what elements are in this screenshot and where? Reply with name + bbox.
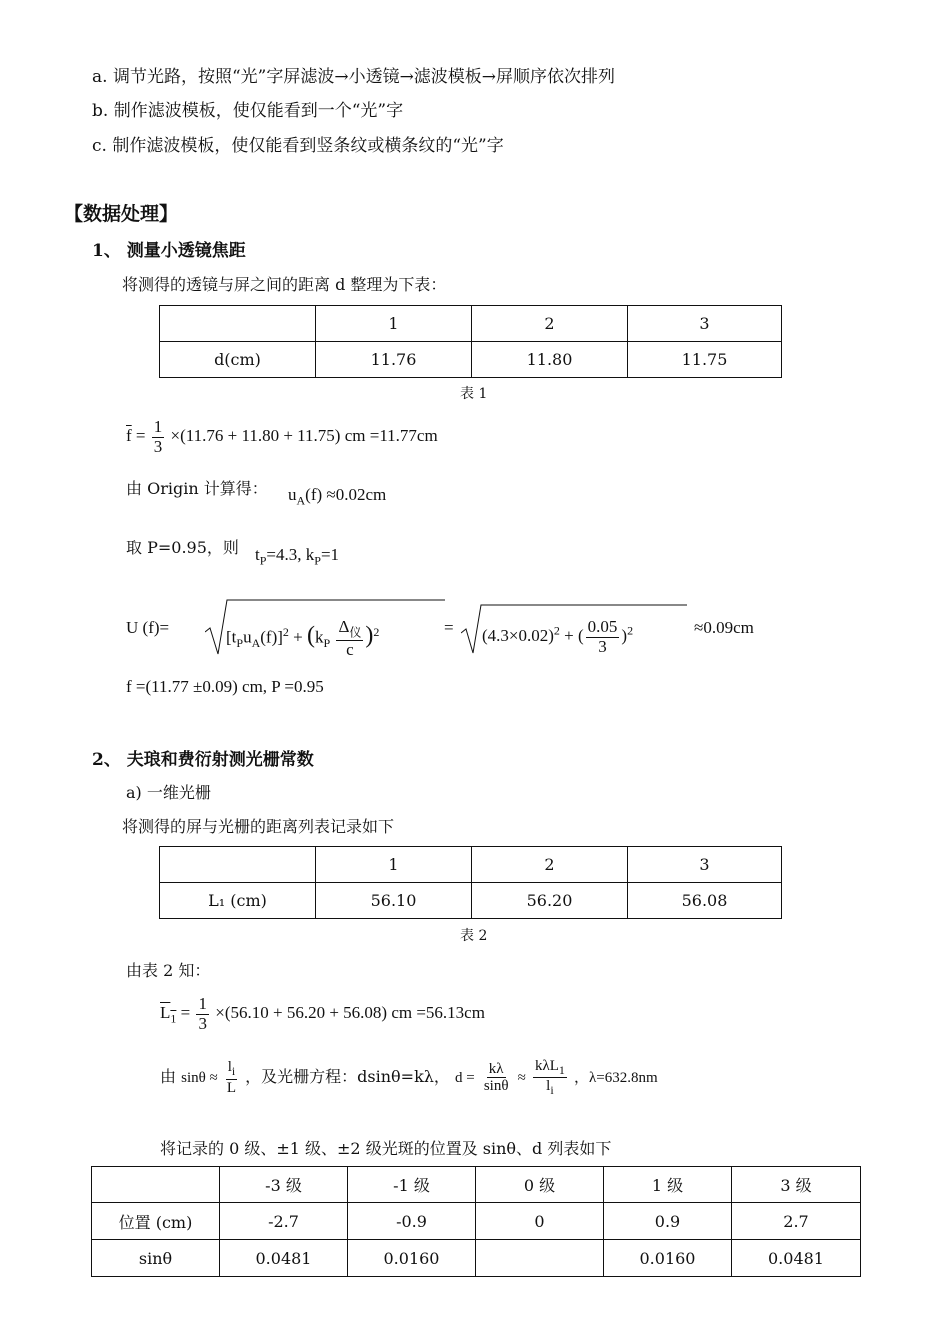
table-cell: 0.0481 (732, 1240, 861, 1277)
plus-sign: + (293, 627, 303, 647)
grating-equation-line (160, 1058, 658, 1097)
table-2 (159, 846, 782, 919)
step-b: b. 制作滤波模板，使仅能看到一个“光”字 (92, 101, 404, 121)
p-text: 取 P=0.95，则 (126, 538, 239, 557)
table-cell: 1 级 (604, 1167, 732, 1203)
u-symbol: u (288, 485, 297, 504)
equals: = (180, 1003, 191, 1023)
k-subscript: P (314, 553, 321, 568)
table-cell: 0.0160 (604, 1240, 732, 1277)
klL-sub: 1 (558, 1063, 565, 1077)
sin-den: sinθ (483, 1078, 509, 1095)
klL-num (533, 1058, 567, 1078)
tp-sub: P (236, 635, 244, 650)
table-row (92, 1167, 861, 1203)
denominator: 3 (153, 436, 163, 456)
table-cell: 3 (628, 847, 782, 883)
mean-f-equation (126, 418, 438, 456)
delta-symbol: Δ (338, 617, 350, 636)
sin-approx: sinθ ≈ (181, 1070, 218, 1087)
table-cell (160, 847, 316, 883)
tp-value: =4.3, k (266, 545, 315, 564)
sum-expression: ×(56.10 + 56.20 + 56.08) cm =56.13cm (215, 1003, 485, 1023)
fraction (152, 418, 165, 456)
bracket-open: [t (226, 627, 237, 647)
uA-equation (288, 485, 386, 508)
kLambdaL-fraction (533, 1058, 567, 1097)
step-a: a. 调节光路，按照“光”字屏滤波→小透镜→滤波模板→屏顺序依次排列 (92, 67, 616, 87)
square-exponent: 2 (282, 624, 289, 639)
uA-value: (f) ≈0.02cm (305, 485, 387, 504)
l-letter: l (227, 1059, 232, 1076)
paren-open: ( (307, 622, 315, 649)
table-cell: 11.76 (316, 342, 472, 378)
k-lambda-fraction (482, 1061, 511, 1095)
table-cell: 位置 (cm) (92, 1203, 220, 1240)
table-cell: 1 (316, 847, 472, 883)
t-subscript: P (259, 553, 267, 568)
grating-equation-text: ，及光栅方程：dsinθ=kλ， (245, 1067, 450, 1087)
delta-den: c (346, 639, 354, 659)
table-row (160, 306, 782, 342)
square-exponent-4: 2 (627, 623, 634, 638)
uf-radicand-1 (226, 618, 379, 659)
uf-lhs: U (f)= (126, 618, 170, 637)
table-cell: -0.9 (348, 1203, 476, 1240)
kp-value: =1 (320, 545, 340, 564)
f-symbol: $\overline{f}$ (126, 426, 132, 446)
table-cell: 11.75 (628, 342, 782, 378)
step-c: c. 制作滤波模板，使仅能看到竖条纹或横条纹的“光”字 (92, 136, 504, 156)
delta-num (336, 618, 363, 641)
table-cell: 0 级 (476, 1167, 604, 1203)
table-cell: 2 (472, 306, 628, 342)
table-cell (160, 306, 316, 342)
li-den (544, 1078, 556, 1097)
bracket-close: (f)] (260, 627, 283, 647)
u-sym: u (243, 627, 252, 647)
subsection-2-intro: 将测得的屏与光栅的距离列表记录如下 (122, 817, 395, 836)
sum-expression: ×(11.76 + 11.80 + 11.75) cm =11.77cm (170, 426, 438, 446)
klL-text: kλL (534, 1058, 559, 1074)
table-cell: 0.0160 (348, 1240, 476, 1277)
table-row (160, 883, 782, 919)
table-row (160, 847, 782, 883)
table-2-caption: 表 2 (460, 928, 488, 944)
table-1 (159, 305, 782, 378)
l-sub: i (231, 1064, 236, 1079)
table-cell: 2.7 (732, 1203, 861, 1240)
table-1-caption: 表 1 (460, 386, 488, 402)
L-den: L (226, 1079, 237, 1096)
table-3 (91, 1166, 861, 1277)
table-cell: 56.20 (472, 883, 628, 919)
l-num (226, 1059, 238, 1079)
uf-result: ≈0.09cm (694, 618, 754, 637)
subsection-1-intro: 将测得的透镜与屏之间的距离 d 整理为下表： (122, 275, 447, 294)
table-cell: -3 级 (220, 1167, 348, 1203)
table-cell (476, 1240, 604, 1277)
table-cell: 3 级 (732, 1167, 861, 1203)
product-term: (4.3×0.02) (482, 626, 554, 646)
L1-symbol (160, 1003, 177, 1026)
table-row (92, 1203, 861, 1240)
table-2-note: 由表 2 知： (126, 961, 211, 980)
f-result: f =(11.77 ±0.09) cm, P =0.95 (126, 677, 324, 696)
subsection-1-title: 1、 测量小透镜焦距 (92, 241, 246, 261)
frac-num: 0.05 (587, 617, 618, 636)
subsection-2a: a) 一维光栅 (126, 783, 211, 802)
ua-sub: A (251, 635, 261, 650)
frac-den: 3 (598, 636, 607, 656)
kp-sym: k (315, 627, 324, 647)
table-cell: d(cm) (160, 342, 316, 378)
table-cell: 56.08 (628, 883, 782, 919)
li-sub: i (550, 1083, 554, 1098)
numerator: 1 (153, 417, 163, 436)
t-symbol: t (255, 545, 260, 564)
approx-sign: ≈ (517, 1070, 526, 1087)
denominator: 3 (198, 1013, 207, 1033)
table-cell: 56.10 (316, 883, 472, 919)
table-cell (92, 1167, 220, 1203)
record-text: 将记录的 0 级、±1 级、±2 级光斑的位置及 sinθ、d 列表如下 (160, 1139, 612, 1158)
table-cell: 0.0481 (220, 1240, 348, 1277)
li-text: l (546, 1078, 551, 1095)
l-over-L-fraction (225, 1059, 238, 1096)
numerator: 1 (198, 994, 207, 1013)
table-cell: -1 级 (348, 1167, 476, 1203)
square-exponent-2: 2 (373, 624, 380, 639)
table-cell: 1 (316, 306, 472, 342)
paren-close-2: ) (621, 626, 628, 646)
table-cell: 0 (476, 1203, 604, 1240)
you-text: 由 (160, 1067, 177, 1087)
section-title: 【数据处理】 (64, 203, 179, 225)
subsection-2-title: 2、 夫琅和费衍射测光栅常数 (92, 750, 314, 770)
table-cell: L₁ (cm) (160, 883, 316, 919)
mean-L1-equation (160, 995, 485, 1033)
delta-fraction (336, 618, 363, 659)
fraction (196, 995, 209, 1033)
table-cell: 11.80 (472, 342, 628, 378)
table-cell: -2.7 (220, 1203, 348, 1240)
d-equals: d = (455, 1070, 475, 1087)
klambda-num: kλ (488, 1060, 504, 1077)
uf-equals: = (444, 618, 454, 637)
paren-close: ) (365, 622, 374, 649)
table-row (160, 342, 782, 378)
equals: = (135, 426, 146, 446)
plus-paren: + ( (564, 626, 584, 646)
L-letter: L (160, 1003, 171, 1023)
origin-text: 由 Origin 计算得： (126, 479, 268, 498)
instrument-fraction (586, 618, 620, 656)
tp-kp-equation (255, 545, 339, 568)
square-exponent-3: 2 (553, 623, 560, 638)
u-subscript: A (296, 493, 306, 508)
uf-radicand-2 (482, 618, 633, 656)
table-cell: 3 (628, 306, 782, 342)
kp-sub: P (323, 635, 331, 650)
table-cell: sinθ (92, 1240, 220, 1277)
lambda-value: ，λ=632.8nm (573, 1070, 658, 1087)
L-subscript: 1 (170, 1011, 177, 1026)
table-cell: 0.9 (604, 1203, 732, 1240)
table-cell: 2 (472, 847, 628, 883)
delta-subscript: 仪 (349, 625, 362, 640)
table-row (92, 1240, 861, 1277)
